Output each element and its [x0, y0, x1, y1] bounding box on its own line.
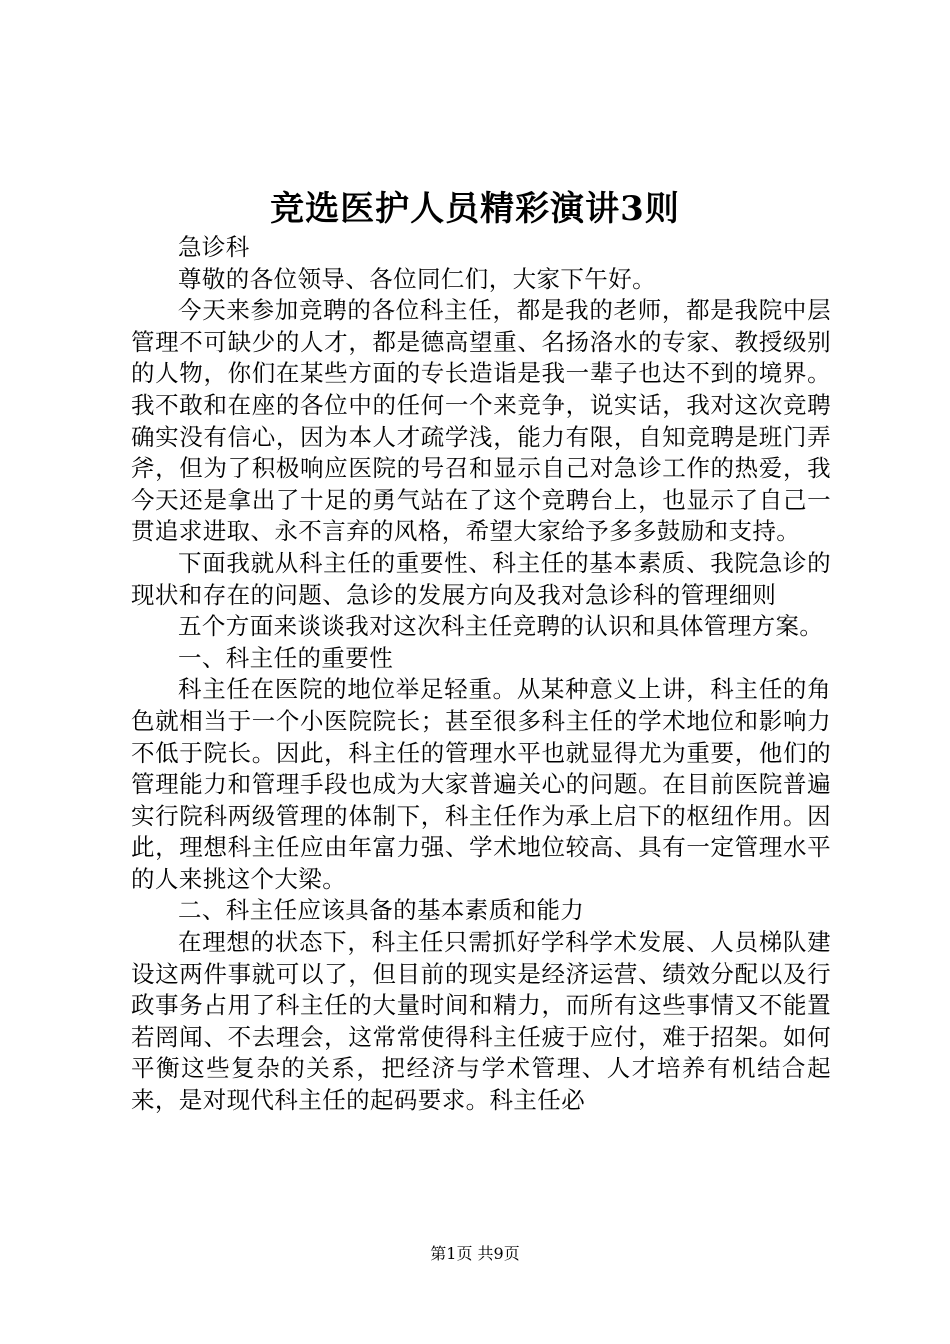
section-heading-1: 一、科主任的重要性 [178, 643, 394, 672]
paragraph-greeting: 尊敬的各位领导、各位同仁们，大家下午好。 [178, 264, 656, 293]
paragraph-outline: 下面我就从科主任的重要性、科主任的基本素质、我院急诊的现状和存在的问题、急诊的发展方向及我对急诊科的管理细则 [131, 548, 831, 609]
document-title: 竞选医护人员精彩演讲3则 [270, 189, 680, 229]
paragraph-outline-continued: 五个方面来谈谈我对这次科主任竞聘的认识和具体管理方案。 [178, 612, 824, 641]
page-footer: 第1页 共9页 [430, 1244, 520, 1263]
paragraph-qualities: 在理想的状态下，科主任只需抓好学科学术发展、人员梯队建设这两件事就可以了，但目前的现实是经济运营、绩效分配以及行政事务占用了科主任的大量时间和精力，而所有这些事情又不能置若罔闻、不去理会，这常常使得科主任疲于应付，难于招架。如何平衡这些复杂的关系，把经济与学术管理、人才培养有机结合起来，是对现代科主任的起码要求。科主任必 [131, 928, 831, 1115]
paragraph-intro: 今天来参加竞聘的各位科主任，都是我的老师，都是我院中层管理不可缺少的人才，都是德高望重、名扬洛水的专家、教授级别的人物，你们在某些方面的专长造诣是我一辈子也达不到的境界。我不敢和在座的各位中的任何一个来竞争，说实话，我对这次竞聘确实没有信心，因为本人才疏学浅，能力有限，自知竞聘是班门弄斧，但为了积极响应医院的号召和显示自己对急诊工作的热爱，我今天还是拿出了十足的勇气站在了这个竞聘台上，也显示了自己一贯追求进取、永不言弃的风格，希望大家给予多多鼓励和支持。 [131, 296, 831, 546]
document-body [131, 232, 831, 1117]
paragraph-importance: 科主任在医院的地位举足轻重。从某种意义上讲，科主任的角色就相当于一个小医院院长；甚至很多科主任的学术地位和影响力不低于院长。因此，科主任的管理水平也就显得尤为重要，他们的管理能力和管理手段也成为大家普遍关心的问题。在目前医院普遍实行院科两级管理的体制下，科主任作为承上启下的枢纽作用。因此，理想科主任应由年富力强、学术地位较高、具有一定管理水平的人来挑这个大梁。 [131, 675, 831, 893]
section-heading-2: 二、科主任应该具备的基本素质和能力 [178, 896, 585, 925]
paragraph-department: 急诊科 [178, 233, 250, 261]
